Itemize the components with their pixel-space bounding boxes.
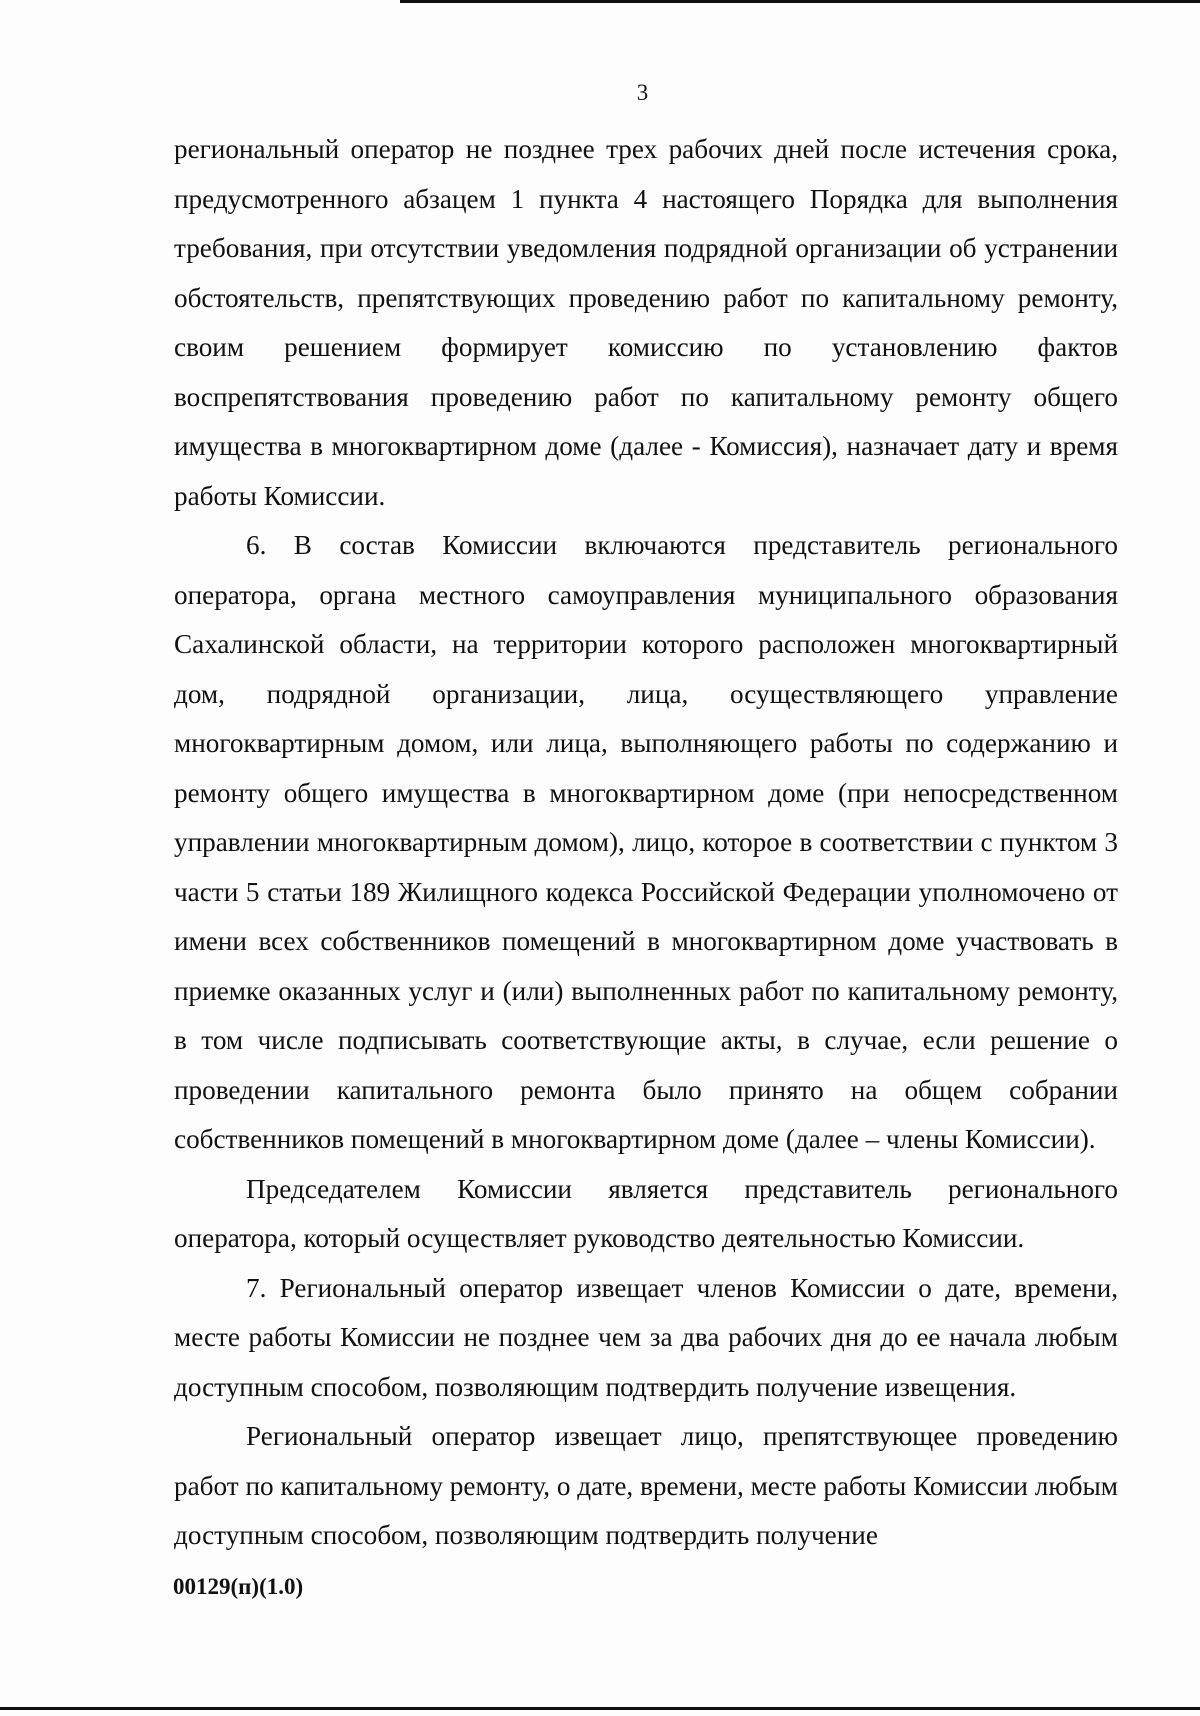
paragraph-notification: Региональный оператор извещает лицо, препятствующее проведению работ по капитальному ремонту, о дате, времени, месте работы Комиссии любым доступным способом, позволяющим подтвердить получение (174, 1421, 1118, 1550)
top-border-line (400, 0, 1200, 3)
paragraph-chairman: Председателем Комиссии является представитель регионального оператора, который осуществляет руководство деятельностью Комиссии. (174, 1173, 1118, 1253)
paragraph-continuation: региональный оператор не позднее трех рабочих дней после истечения срока, предусмотренного абзацем 1 пункта 4 настоящего Порядка для выполнения требования, при отсутствии уведомления подрядной организации об устранении обстоятельств, препятствующих проведению работ по капитальному ремонту, своим решением формирует комиссию по установлению фактов воспрепятствования проведению работ по капитальному ремонту общего имущества в многоквартирном доме (далее - Комиссия), назначает дату и время работы Комиссии. (174, 134, 1118, 511)
paragraph-item-7: 7. Региональный оператор извещает членов Комиссии о дате, времени, месте работы Комиссии не позднее чем за два рабочих дня до ее начала любым доступным способом, позволяющим подтвердить получение извещения. (174, 1272, 1118, 1402)
bottom-border-line (0, 1707, 1200, 1710)
paragraph-item-6: 6. В состав Комиссии включаются представитель регионального оператора, органа местного самоуправления муниципального образования Сахалинской области, на территории которого расположен многоквартирный дом, подрядной организации, лица, осуществляющего управление многоквартирным домом, или лица, выполняющего работы по содержанию и ремонту общего имущества в многоквартирном доме (при непосредственном управлении многоквартирным домом), лицо, которое в соответствии с пунктом 3 части 5 статьи 189 Жилищного кодекса Российской Федерации уполномочено от имени всех собственников помещений в многоквартирном доме участвовать в приемке оказанных услуг и (или) выполненных работ по капитальному ремонту, в том числе подписывать соответствующие акты, в случае, если решение о проведении капитального ремонта было принято на общем собрании собственников помещений в многоквартирном доме (далее – члены Комиссии). (174, 530, 1118, 1154)
page-number: 3 (636, 80, 649, 105)
document-code: 00129(п)(1.0) (173, 1574, 304, 1599)
document-body (174, 125, 1118, 1561)
